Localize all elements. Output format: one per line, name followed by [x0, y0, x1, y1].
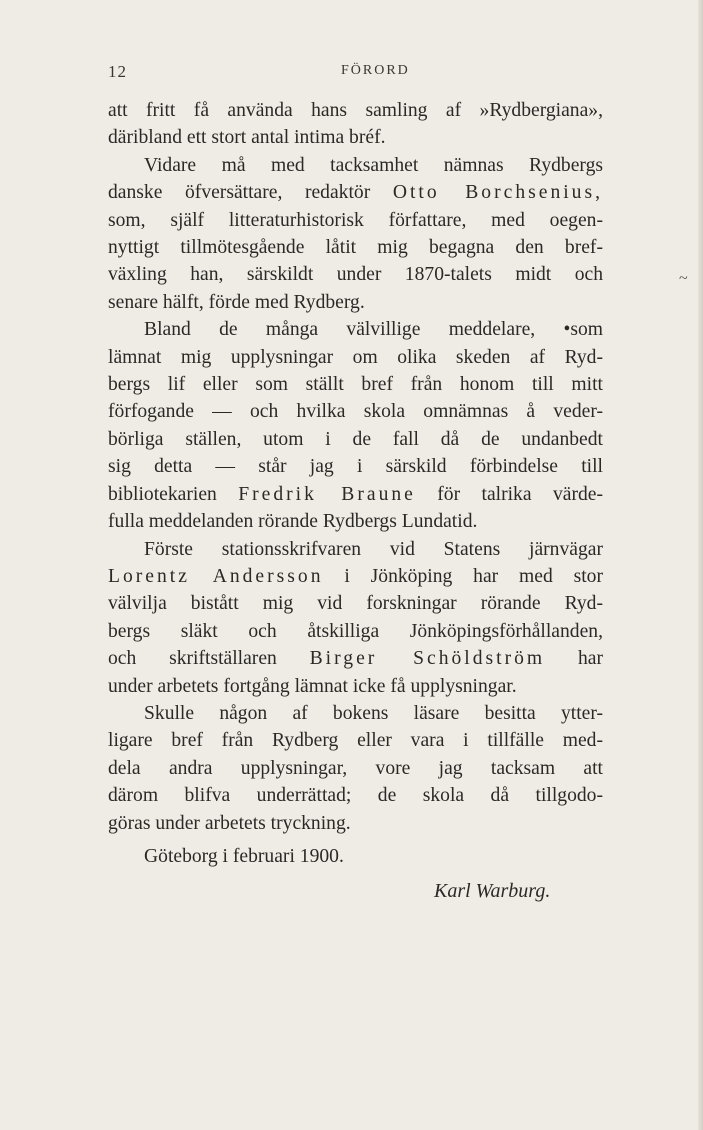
text-line [108, 700, 603, 727]
spaced-name: Otto Borchsenius, [392, 182, 603, 204]
text-segment: och skriftställaren [108, 648, 310, 670]
text-segment: därom blifva underrättad; de skola då tillgodo- [108, 785, 603, 807]
text-segment: under arbetets fortgång lämnat icke få upplysningar. [108, 675, 517, 697]
text-segment: bergs släkt och åtskilliga Jönköpingsförhållanden, [108, 620, 603, 642]
text-segment: som, själf litteraturhistorisk författare, med oegen- [108, 209, 603, 231]
text-line [108, 124, 603, 151]
page-edge [698, 0, 703, 1130]
text-segment: ligare bref från Rydberg eller vara i tillfälle med- [108, 730, 603, 752]
text-segment: har [545, 648, 603, 670]
text-segment: sig detta — står jag i särskild förbindelse till [108, 456, 603, 478]
spaced-name: Fredrik Braune [238, 483, 416, 505]
text-segment: däribland ett stort antal intima bréf. [108, 127, 386, 149]
text-line [108, 590, 603, 617]
text-line [108, 234, 603, 261]
text-segment: dela andra upplysningar, vore jag tacksam att [108, 757, 603, 779]
text-segment: växling han, särskildt under 1870-talets midt och [108, 264, 603, 286]
text-line [108, 344, 603, 371]
text-line [108, 152, 603, 179]
text-segment: välvilja bistått mig vid forskningar rörande Ryd- [108, 593, 603, 615]
text-line [108, 618, 603, 645]
spaced-name: Birger Schöldström [309, 648, 546, 670]
text-segment: börliga ställen, utom i de fall då de undanbedt [108, 428, 603, 450]
text-line [108, 536, 603, 563]
paragraph [108, 316, 603, 535]
text-segment: bibliotekarien [108, 483, 239, 505]
text-line [108, 508, 603, 535]
text-line [108, 645, 603, 672]
text-segment: lämnat mig upplysningar om olika skeden af Ryd- [108, 346, 603, 368]
text-line [108, 316, 603, 343]
text-segment: nyttigt tillmötesgående låtit mig begagna den bref- [108, 237, 603, 259]
text-line [108, 727, 603, 754]
text-line [108, 673, 603, 700]
text-segment: bergs lif eller som ställt bref från honom till mitt [108, 374, 603, 396]
margin-mark: ~ [679, 270, 688, 287]
text-line [108, 289, 603, 316]
page-number: 12 [108, 62, 127, 81]
text-line [108, 207, 603, 234]
text-segment: Bland de många välvillige meddelare, •som [144, 319, 603, 341]
text-line [108, 398, 603, 425]
paragraph [108, 536, 603, 700]
text-segment: Förste stationsskrifvaren vid Statens järnvägar [144, 538, 603, 560]
text-segment: Vidare må med tacksamhet nämnas Rydbergs [144, 154, 603, 176]
text-segment: att fritt få använda hans samling af »Rydbergiana», [108, 100, 603, 121]
author-signature: Karl Warburg. [434, 880, 551, 902]
text-line [108, 755, 603, 782]
text-line [108, 481, 603, 508]
text-line [108, 371, 603, 398]
paragraph [108, 152, 603, 316]
text-segment: Skulle någon af bokens läsare besitta ytter- [144, 702, 603, 724]
running-head: FÖRORD [341, 63, 410, 78]
paragraph [108, 700, 603, 837]
text-segment: för talrika värde- [415, 483, 603, 505]
text-line [108, 97, 603, 124]
text-line [108, 453, 603, 480]
text-segment: fulla meddelanden rörande Rydbergs Lundatid. [108, 511, 478, 533]
text-line [108, 810, 603, 837]
text-segment: danske öfversättare, redaktör [108, 182, 393, 204]
text-line [108, 563, 603, 590]
preface-body-text [108, 97, 603, 837]
text-segment: förfogande — och hvilka skola omnämnas å veder- [108, 401, 603, 423]
text-line [108, 782, 603, 809]
text-line [108, 261, 603, 288]
text-segment: göras under arbetets tryckning. [108, 812, 351, 834]
date-line: Göteborg i februari 1900. [144, 846, 344, 867]
text-segment: senare hälft, förde med Rydberg. [108, 291, 365, 313]
text-line [108, 179, 603, 206]
text-line [108, 426, 603, 453]
text-segment: i Jönköping har med stor [323, 565, 603, 587]
paragraph [108, 97, 603, 152]
spaced-name: Lorentz Andersson [108, 565, 324, 587]
